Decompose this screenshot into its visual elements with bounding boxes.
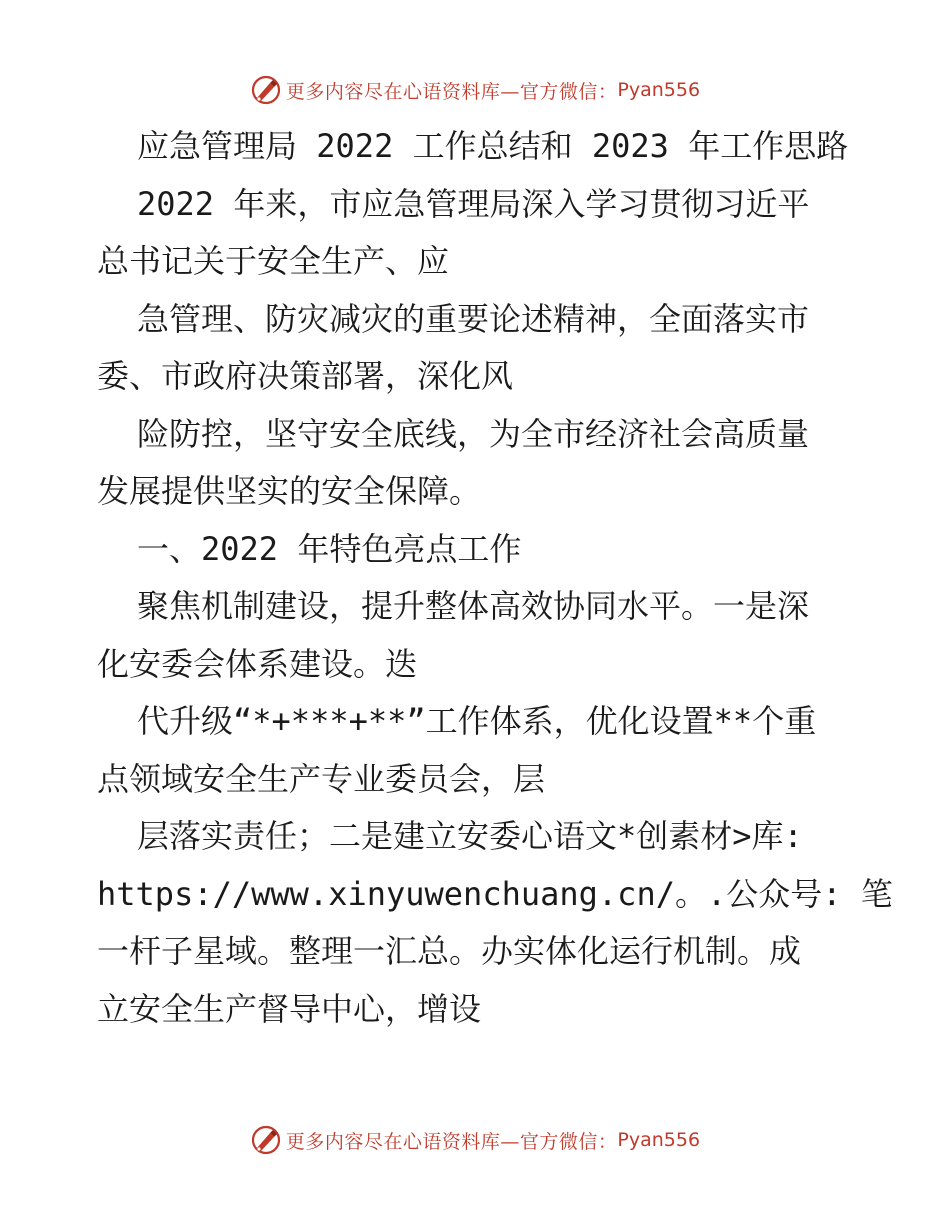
header-watermark-banner: [0, 70, 950, 110]
paragraph-line: https://www.xinyuwenchuang.cn/。.公众号: 笔: [97, 874, 893, 913]
wechat-id: Pyan556: [617, 79, 701, 101]
paragraph-line: 总书记关于安全生产、应: [97, 242, 450, 280]
paragraph-line: 委、市政府决策部署，深化风: [97, 357, 514, 395]
document-title: 应急管理局 2022 工作总结和 2023 年工作思路: [137, 127, 849, 165]
paragraph-line: 发展提供坚实的安全保障。: [97, 472, 482, 510]
paragraph-line: 代升级“*+***+**”工作体系，优化设置**个重: [137, 702, 817, 740]
wechat-id: Pyan556: [617, 1129, 701, 1151]
document-body: [97, 118, 893, 1038]
paragraph-line: 一杆子星域。整理一汇总。办实体化运行机制。成: [97, 932, 802, 970]
paragraph-line: 险防控，坚守安全底线，为全市经济社会高质量: [137, 414, 810, 453]
section-heading: 一、2022 年特色亮点工作: [137, 529, 522, 568]
paragraph-line: 化安委会体系建设。迭: [97, 644, 418, 683]
paragraph-line: 聚焦机制建设，提升整体高效协同水平。一是深: [137, 587, 810, 625]
banner-text: 更多内容尽在心语资料库—官方微信：: [285, 1130, 618, 1153]
pen-logo-icon: [250, 74, 282, 106]
footer-watermark-banner: [0, 1120, 950, 1160]
pen-logo-icon: [250, 1124, 282, 1156]
paragraph-line: 点领域安全生产专业委员会，层: [97, 759, 546, 798]
paragraph-line: 立安全生产督导中心，增设: [97, 989, 482, 1028]
paragraph-line: 急管理、防灾减灾的重要论述精神，全面落实市: [137, 299, 810, 338]
paragraph-line: 2022 年来，市应急管理局深入学习贯彻习近平: [137, 184, 810, 223]
paragraph-line: 层落实责任；二是建立安委心语文*创素材>库:: [137, 817, 803, 855]
banner-text: 更多内容尽在心语资料库—官方微信：: [285, 80, 618, 103]
